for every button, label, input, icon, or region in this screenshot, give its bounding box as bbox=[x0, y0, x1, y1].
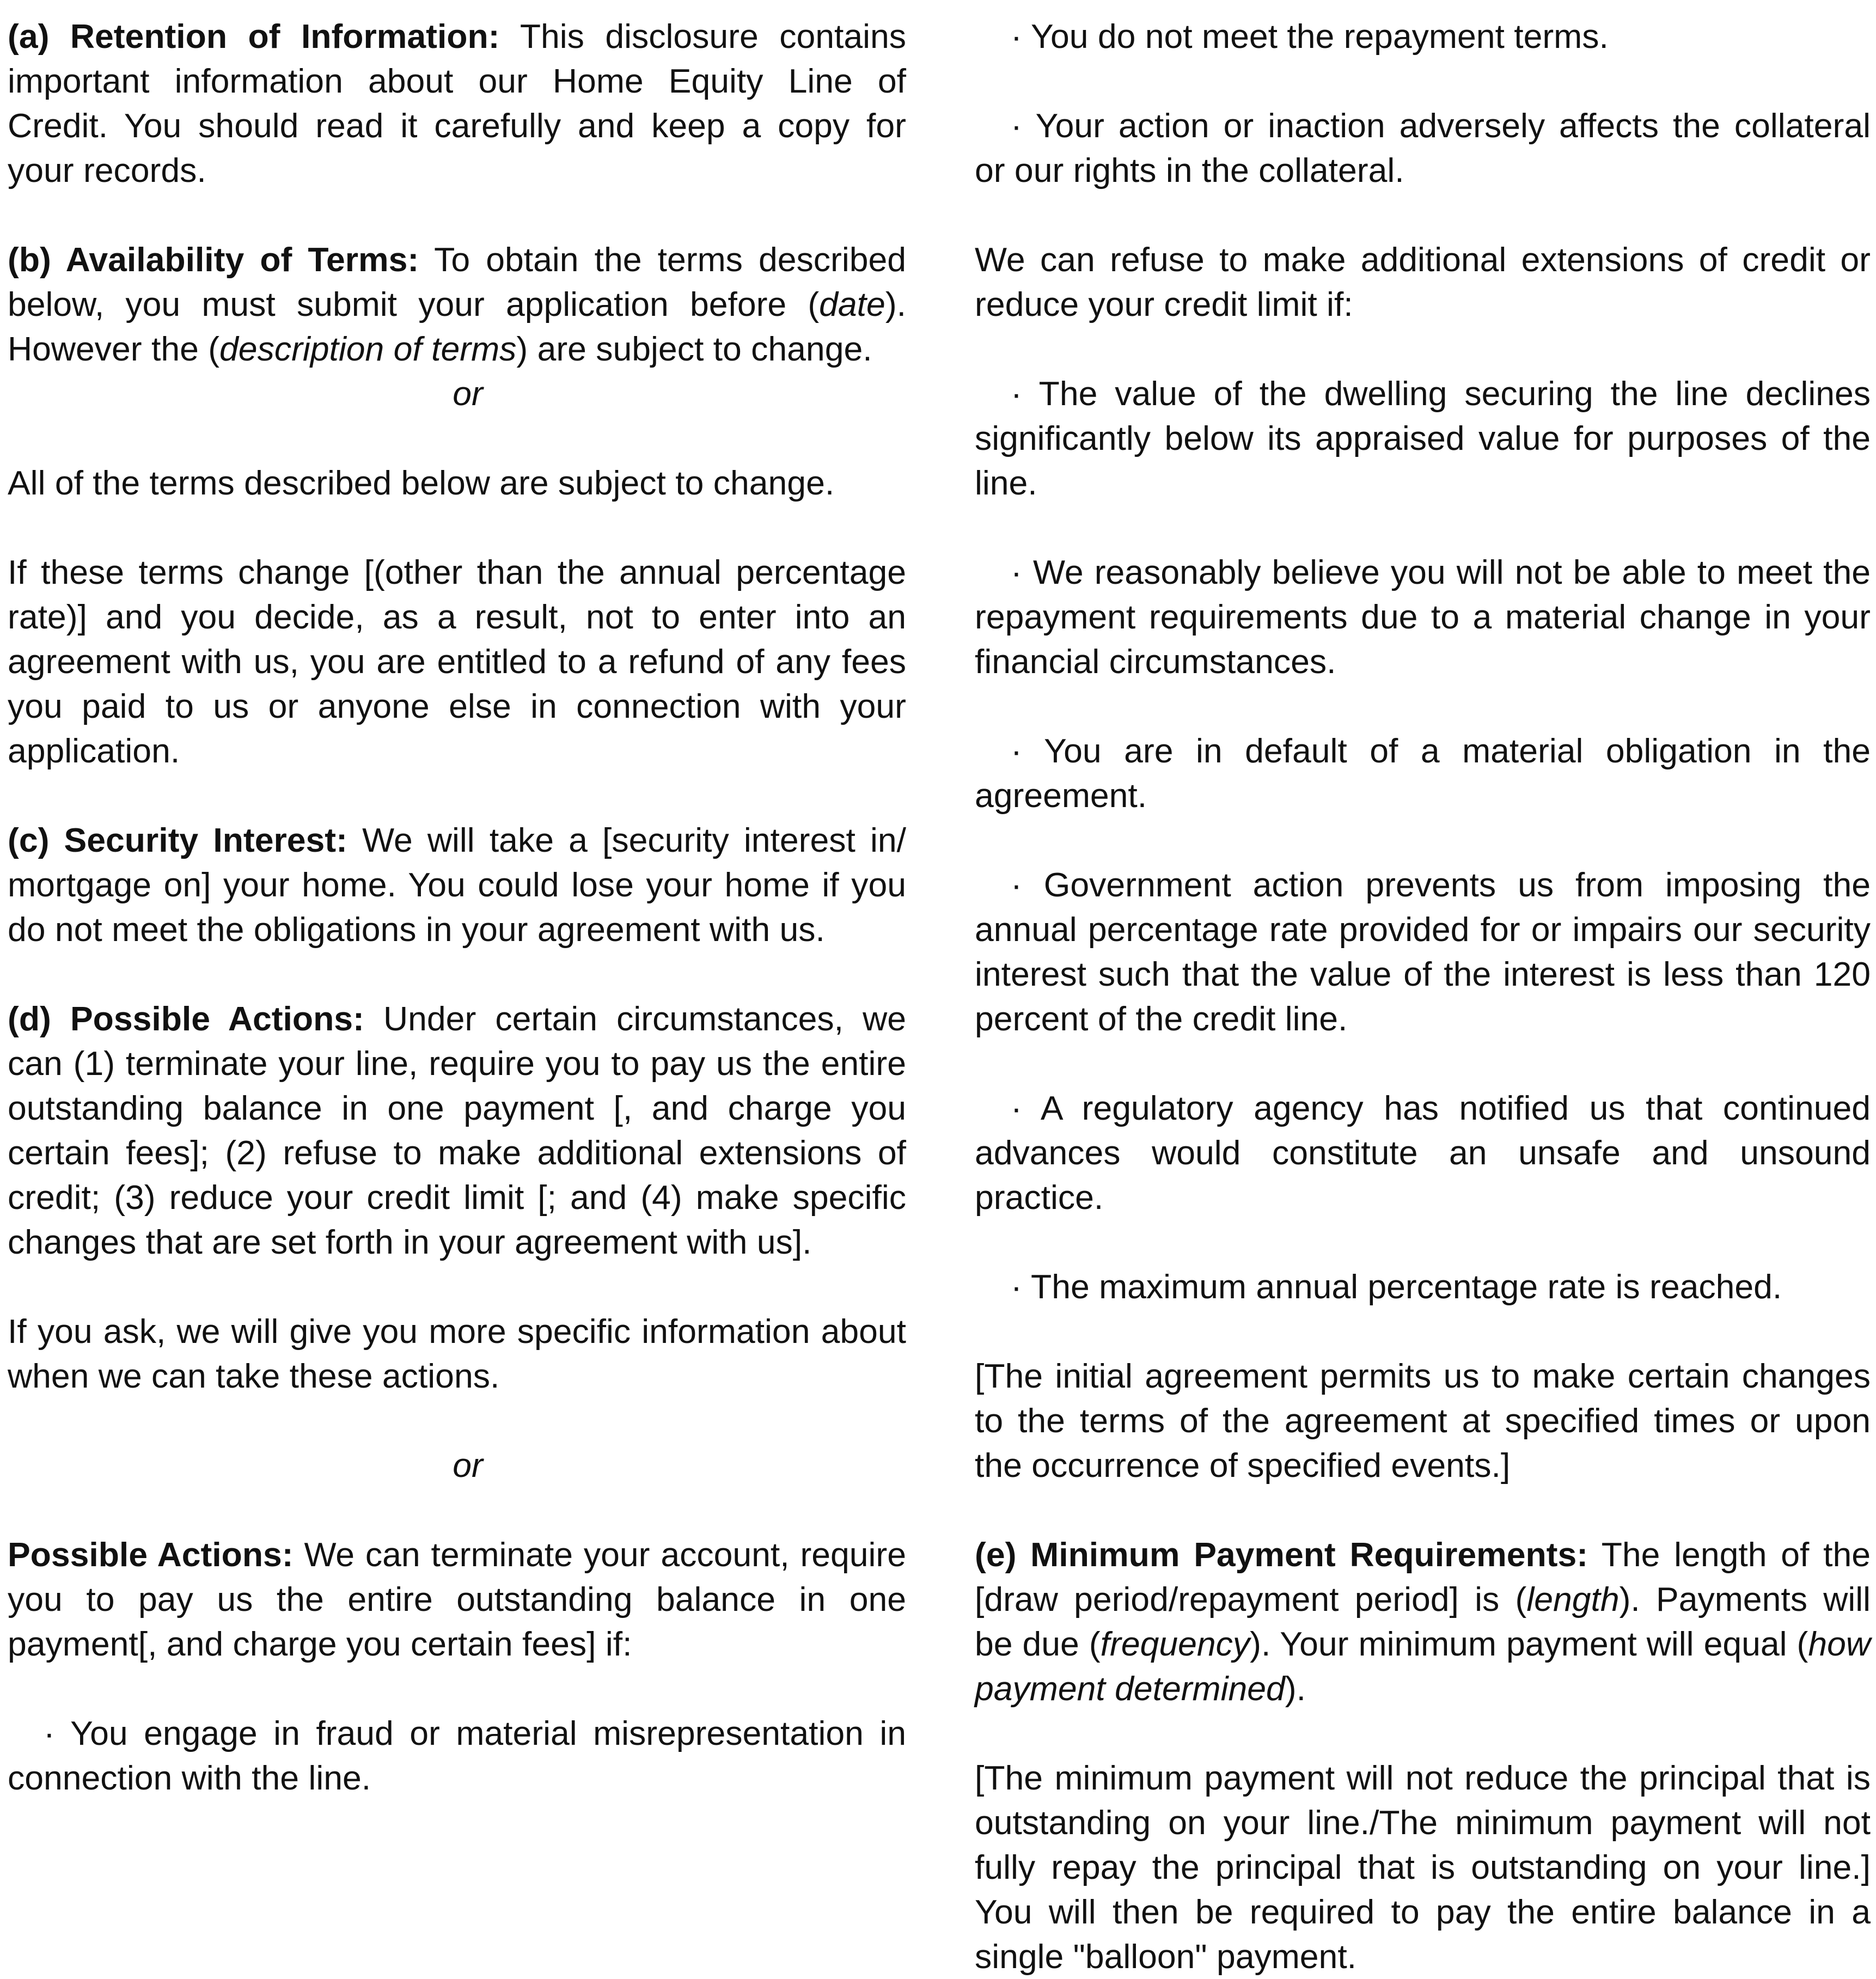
bullet-repayment-ability: · We reasonably believe you will not be able to meet the repayment requirements due to a material change in your financial circumstances. bbox=[975, 553, 1871, 681]
heading-possible-actions: (d) Possible Actions: bbox=[8, 1000, 364, 1038]
text-minimum-1: The length of the [draw period/repayment period] is ( bbox=[975, 1536, 1871, 1618]
bullet-collateral: · Your action or inaction adversely affects the collateral or our rights in the collateral. bbox=[975, 107, 1871, 190]
bullet-government-action: · Government action prevents us from imposing the annual percentage rate provided for or impairs our security interest such that the value of the interest is less than 120 percent of the credit line. bbox=[975, 866, 1871, 1038]
left-column bbox=[8, 14, 906, 1800]
text-minimum-3: ). Your minimum payment will equal ( bbox=[1250, 1625, 1808, 1663]
text-minimum-2: ). Payments will be due ( bbox=[975, 1580, 1871, 1663]
paragraph-security bbox=[8, 818, 906, 952]
paragraph-if-ask: If you ask, we will give you more specific information about when we can take these actions. bbox=[8, 1312, 906, 1395]
paragraph-all-terms: All of the terms described below are subject to change. bbox=[8, 464, 835, 502]
text-minimum-4: ). bbox=[1285, 1670, 1306, 1708]
right-column bbox=[975, 14, 1871, 1979]
or-separator-2: or bbox=[453, 1446, 483, 1485]
placeholder-how-determined: how payment determined bbox=[975, 1625, 1871, 1708]
or-separator-1: or bbox=[453, 375, 483, 413]
bullet-dwelling-value: · The value of the dwelling securing the line declines significantly below its appraised value for purposes of the line. bbox=[975, 375, 1871, 502]
paragraph-if-change: If these terms change [(other than the annual percentage rate)] and you decide, as a result, not to enter into an agreement with us, you are entitled to a refund of any fees you paid to us or anyone else in connection with your application. bbox=[8, 553, 906, 770]
paragraph-minimum-payment bbox=[975, 1532, 1871, 1711]
placeholder-date: date bbox=[819, 285, 885, 323]
paragraph-possible-actions-alt bbox=[8, 1532, 906, 1666]
bullet-default: · You are in default of a material obligation in the agreement. bbox=[975, 732, 1871, 815]
bullet-maximum-rate: · The maximum annual percentage rate is reached. bbox=[1011, 1268, 1782, 1306]
paragraph-availability bbox=[8, 237, 906, 371]
text-availability-2: ). However the ( bbox=[8, 285, 906, 368]
heading-availability: (b) Availability of Terms: bbox=[8, 241, 419, 279]
text-security: We will take a [security interest in/ mortgage on] your home. You could lose your home if you do not meet the obligations in your agreement with us. bbox=[8, 821, 906, 949]
bullet-regulatory: · A regulatory agency has notified us that continued advances would constitute an unsafe and unsound practice. bbox=[975, 1089, 1871, 1217]
heading-minimum-payment: (e) Minimum Payment Requirements: bbox=[975, 1536, 1588, 1574]
text-availability-1: To obtain the terms described below, you must submit your application before ( bbox=[8, 241, 906, 323]
heading-possible-actions-alt: Possible Actions: bbox=[8, 1536, 294, 1574]
paragraph-retention bbox=[8, 14, 906, 193]
placeholder-frequency: frequency bbox=[1100, 1625, 1250, 1663]
text-possible-actions-alt: We can terminate your account, require you to pay us the entire outstanding balance in one payment[, and charge you certain fees] if: bbox=[8, 1536, 906, 1663]
paragraph-refuse: We can refuse to make additional extensions of credit or reduce your credit limit if: bbox=[975, 241, 1871, 323]
bullet-fraud: · You engage in fraud or material misrepresentation in connection with the line. bbox=[8, 1714, 906, 1797]
bullet-repayment: · You do not meet the repayment terms. bbox=[1011, 17, 1609, 56]
paragraph-possible-actions bbox=[8, 997, 906, 1265]
heading-retention: (a) Retention of Information: bbox=[8, 17, 500, 56]
placeholder-description: description of terms bbox=[219, 330, 517, 368]
text-availability-3: ) are subject to change. bbox=[516, 330, 872, 368]
heading-security: (c) Security Interest: bbox=[8, 821, 347, 859]
text-retention: This disclosure contains important information about our Home Equity Line of Credit. You should read it carefully and keep a copy for your records. bbox=[8, 17, 906, 190]
text-possible-actions: Under certain circumstances, we can (1) terminate your line, require you to pay us the entire outstanding balance in one payment [, and charge you certain fees]; (2) refuse to make additional extensions of credit; (3) reduce your credit limit [; and (4) make specific changes that are set forth in your agreement with us]. bbox=[8, 1000, 906, 1261]
paragraph-initial-agreement: [The initial agreement permits us to make certain changes to the terms of the agreement at specified times or upon the occurrence of specified events.] bbox=[975, 1357, 1871, 1485]
spacer bbox=[8, 1398, 906, 1443]
placeholder-length: length bbox=[1526, 1580, 1620, 1618]
paragraph-balloon: [The minimum payment will not reduce the principal that is outstanding on your line./The minimum payment will not fully repay the principal that is outstanding on your line.] You will then be required to pay the entire balance in a single "balloon" payment. bbox=[975, 1759, 1871, 1976]
